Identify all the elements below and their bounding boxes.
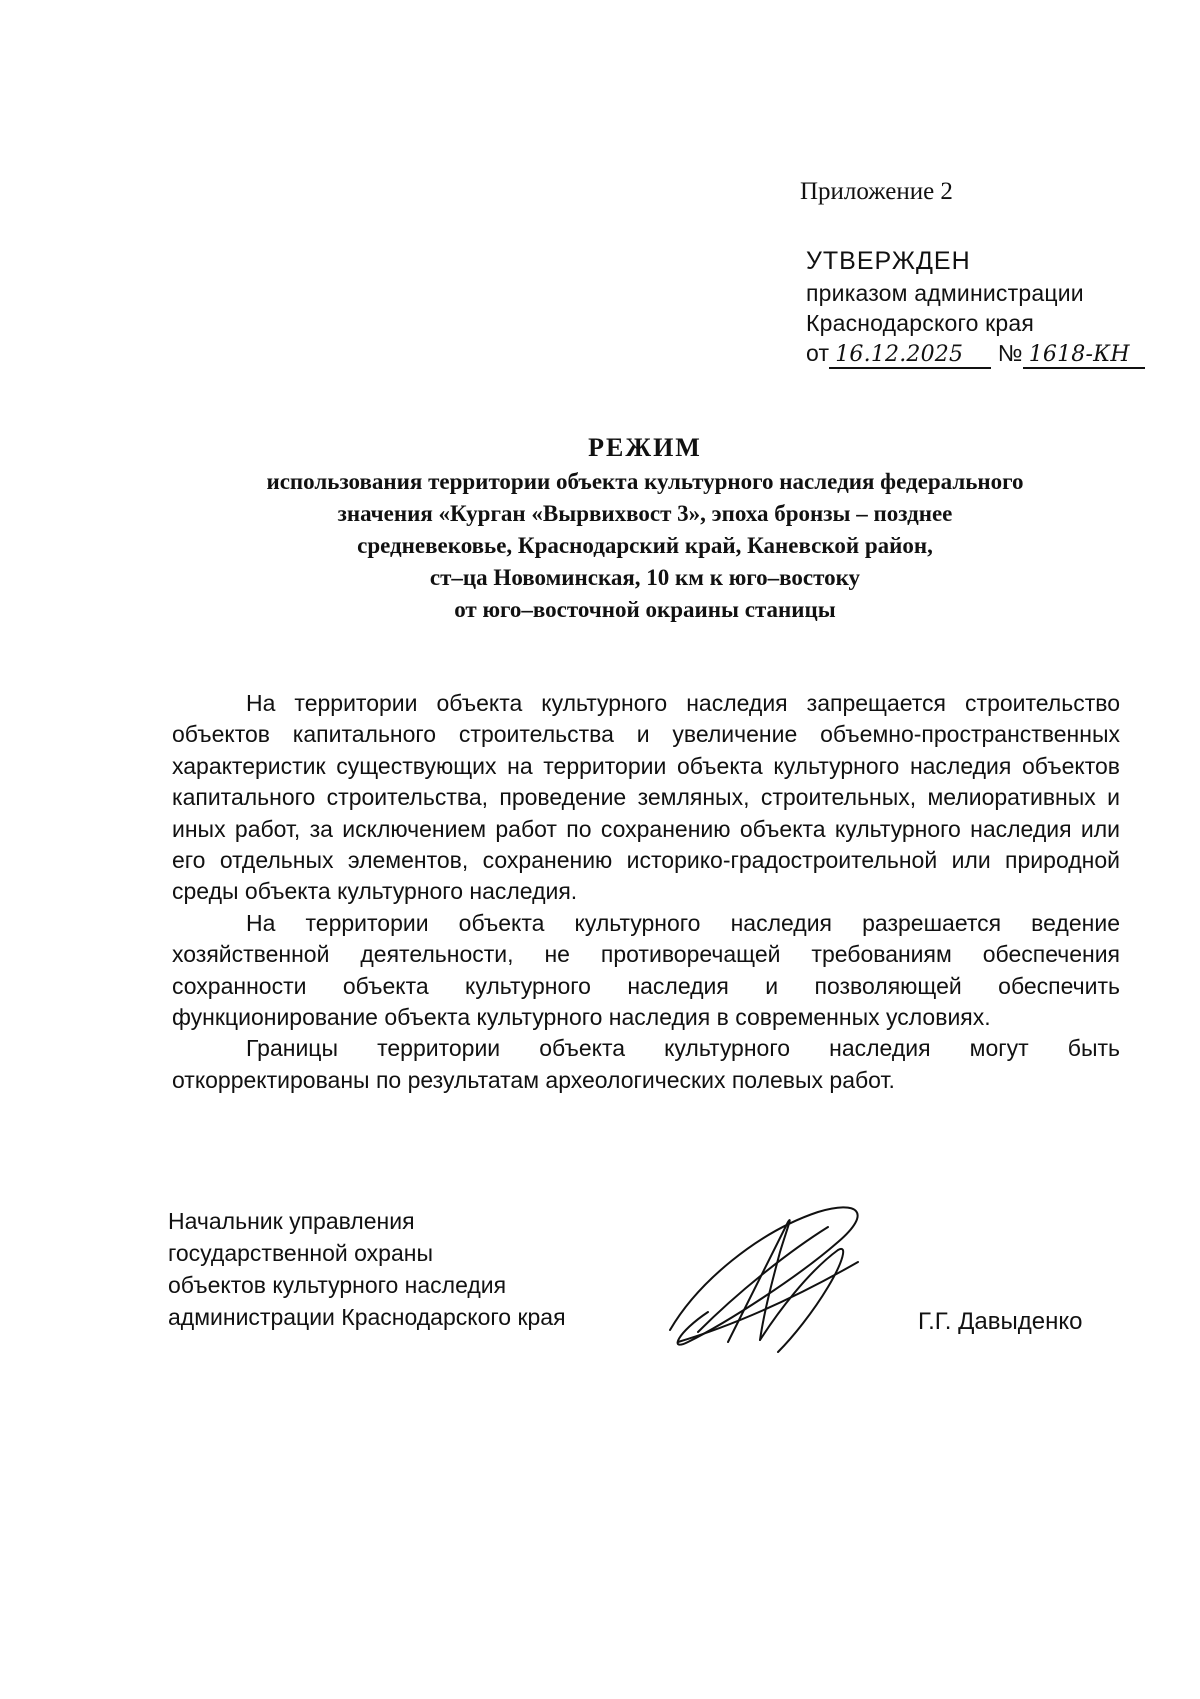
document-title: [150, 432, 1140, 626]
position-line: государственной охраны: [168, 1240, 433, 1266]
position-line: Начальник управления: [168, 1208, 415, 1234]
signatory-position: [168, 1205, 566, 1333]
handwritten-signature: [668, 1192, 878, 1362]
date-prefix: от: [806, 340, 830, 366]
title-line: от юго–восточной окраины станицы: [454, 597, 836, 622]
body-paragraph: Границы территории объекта культурного наследия могут быть откорректированы по результатам археологических полевых работ.: [172, 1035, 1120, 1093]
document-body: [172, 688, 1120, 1096]
approval-stamp: [806, 246, 1145, 369]
approved-label: УТВЕРЖДЕН: [806, 247, 971, 275]
position-line: администрации Краснодарского края: [168, 1304, 566, 1330]
approved-by-line-1: приказом администрации: [806, 280, 1084, 306]
title-line: ст–ца Новоминская, 10 км к юго–востоку: [429, 565, 861, 590]
title-line: средневековье, Краснодарский край, Каневской район,: [357, 533, 933, 558]
order-reference: [806, 338, 1145, 369]
order-date: 16.12.2025: [829, 343, 991, 369]
title-line: использования территории объекта культурного наследия федерального: [266, 469, 1024, 494]
title-line: значения «Курган «Вырвихвост 3», эпоха бронзы – позднее: [337, 501, 953, 526]
body-paragraph: На территории объекта культурного наследия запрещается строительство объектов капитального строительства и увеличение объемно-пространственных характеристик существующих на территории объекта культурного наследия объектов капитального строительства, проведение земляных, строительных, мелиоративных и иных работ, за исключением работ по сохранению объекта культурного наследия или его отдельных элементов, сохранению историко-градостроительной или природной среды объекта культурного наследия.: [172, 690, 1120, 905]
appendix-label: Приложение 2: [800, 178, 953, 205]
signer-name: Г.Г. Давыденко: [918, 1308, 1083, 1335]
title-heading: РЕЖИМ: [588, 433, 702, 462]
body-paragraph: На территории объекта культурного наследия разрешается ведение хозяйственной деятельности, не противоречащей требованиям обеспечения сохранности объекта культурного наследия и позволяющей обеспечить функционирование объекта культурного наследия в современных условиях.: [172, 909, 1120, 1031]
order-number: 1618-КН: [1023, 343, 1145, 369]
number-prefix: №: [997, 340, 1023, 366]
approved-by-line-2: Краснодарского края: [806, 310, 1035, 336]
position-line: объектов культурного наследия: [168, 1272, 507, 1298]
